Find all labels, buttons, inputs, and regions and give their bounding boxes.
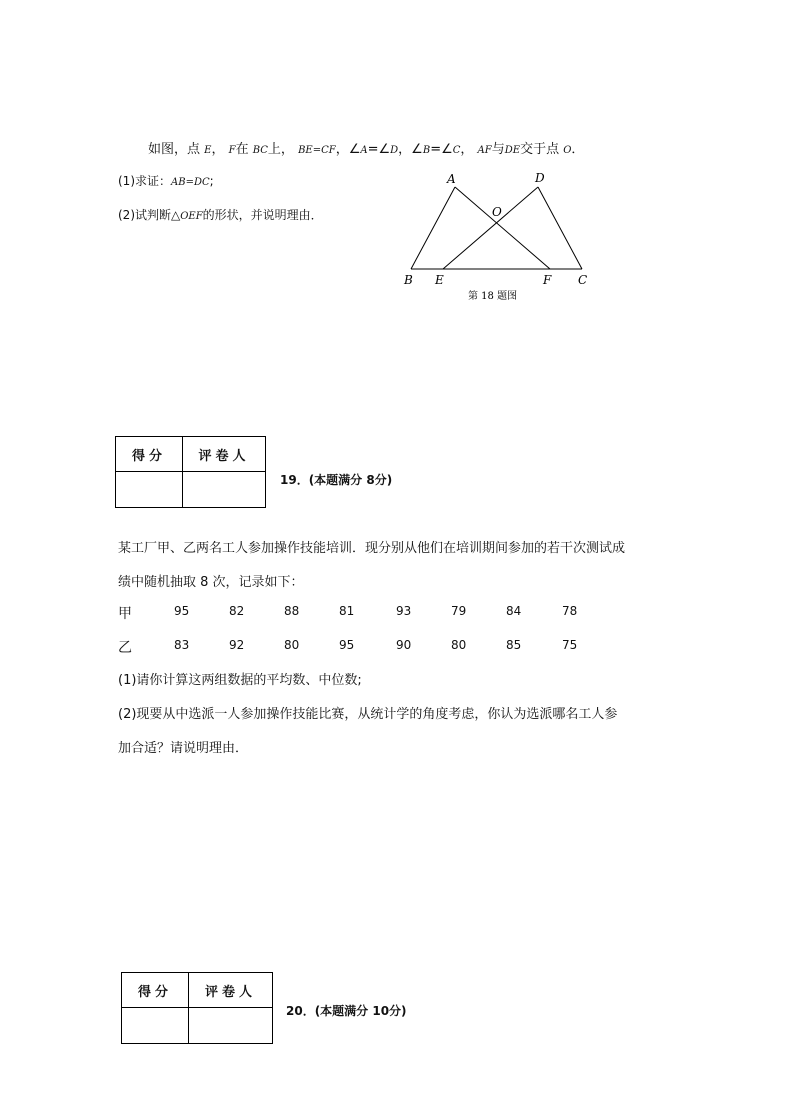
cell: 75 [562, 638, 578, 652]
row-name: 乙 [118, 640, 132, 656]
q19-heading: 19．(本题满分 8分) [280, 473, 393, 487]
score-table-2 [121, 972, 273, 1044]
cell: 81 [339, 604, 355, 618]
row-name: 甲 [118, 606, 132, 622]
score-label: 得分 [122, 973, 189, 1008]
q19-part1: (1)请你计算这两组数据的平均数、中位数; [118, 673, 362, 688]
score-cell[interactable] [116, 472, 183, 508]
cell: 88 [284, 604, 300, 618]
segment-AB [411, 187, 455, 269]
score-cell[interactable] [122, 1008, 189, 1044]
figure-caption: 第 18 题图 [468, 291, 518, 302]
cell: 82 [229, 604, 245, 618]
cell: 95 [339, 638, 355, 652]
cell: 78 [562, 604, 578, 618]
grader-cell[interactable] [189, 1008, 273, 1044]
label-E: E [435, 273, 444, 287]
cell: 79 [451, 604, 467, 618]
q18-figure [395, 165, 605, 310]
q18-statement: 如图，点 E， F在 BC上， BE=CF，∠A=∠D，∠B=∠C， AF与DE交于点 O． [148, 142, 585, 157]
q19-part2-line1: (2)现要从中选派一人参加操作技能比赛，从统计学的角度考虑，你认为选派哪名工人参 [118, 707, 618, 722]
grader-label: 评卷人 [189, 973, 273, 1008]
cell: 80 [284, 638, 300, 652]
label-C: C [578, 273, 588, 287]
q19-part2-line2: 加合适？请说明理由． [118, 741, 249, 756]
label-F: F [543, 273, 552, 287]
q18-part1: (1)求证：AB=DC; [118, 174, 214, 188]
segment-DE [443, 187, 538, 269]
q20-heading: 20．(本题满分 10分) [286, 1004, 407, 1018]
data-row-jia [0, 604, 790, 624]
label-O: O [492, 205, 502, 219]
cell: 80 [451, 638, 467, 652]
cell: 85 [506, 638, 522, 652]
segment-AF [455, 187, 550, 269]
cell: 93 [396, 604, 412, 618]
cell: 95 [174, 604, 190, 618]
cell: 83 [174, 638, 190, 652]
segment-DC [538, 187, 582, 269]
cell: 92 [229, 638, 245, 652]
data-row-yi [0, 638, 790, 658]
grader-label: 评卷人 [183, 437, 266, 472]
cell: 84 [506, 604, 522, 618]
q19-intro-line2: 绩中随机抽取 8 次，记录如下： [118, 575, 304, 590]
grader-cell[interactable] [183, 472, 266, 508]
q18-part2: (2)试判断△OEF的形状，并说明理由． [118, 208, 323, 222]
label-B: B [404, 273, 413, 287]
score-table-1 [115, 436, 266, 508]
q19-intro-line1: 某工厂甲、乙两名工人参加操作技能培训．现分别从他们在培训期间参加的若干次测试成 [118, 541, 626, 556]
label-A: A [447, 172, 456, 186]
label-D: D [535, 171, 545, 185]
cell: 90 [396, 638, 412, 652]
score-label: 得分 [116, 437, 183, 472]
